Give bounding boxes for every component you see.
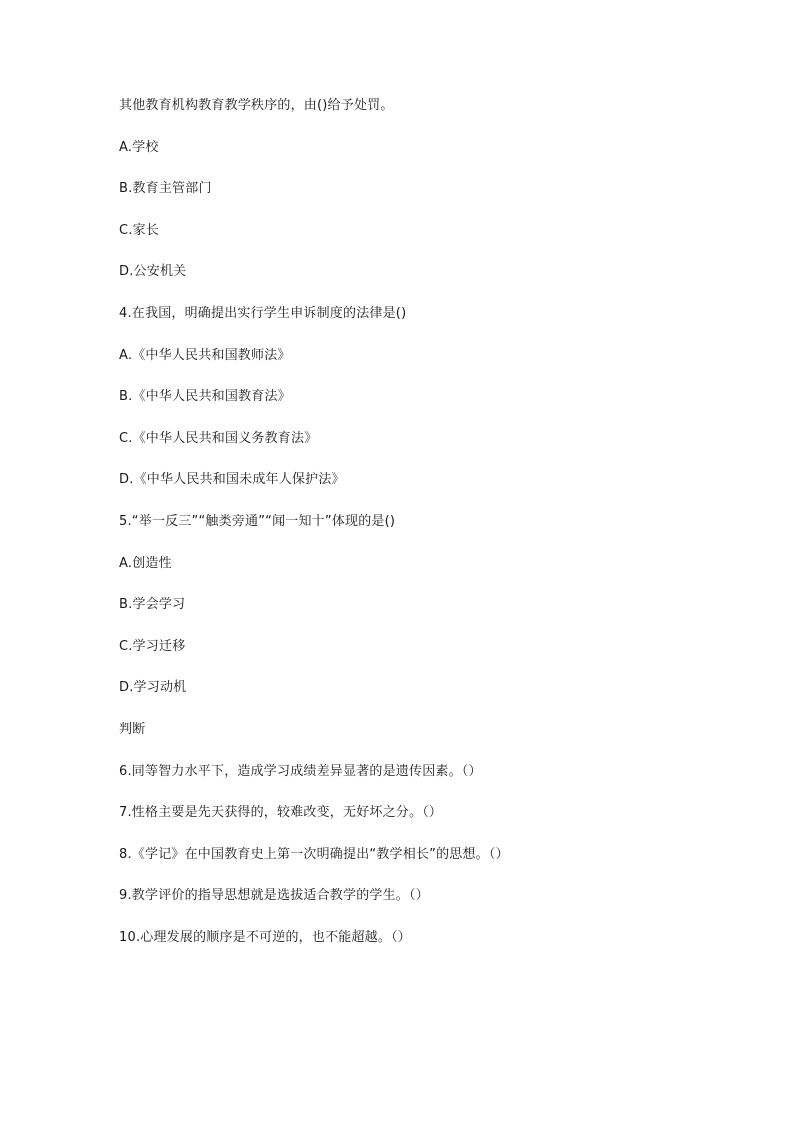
- question-3-option-d: D.公安机关: [119, 264, 187, 280]
- question-5-stem: 5.“举一反三”“触类旁通”“闻一知十”体现的是(): [119, 513, 396, 529]
- question-9: 9.教学评价的指导思想就是选拔适合教学的学生。（）: [119, 888, 429, 904]
- question-5-option-a: A.创造性: [119, 555, 172, 571]
- question-5-option-c: C.学习迁移: [119, 638, 186, 654]
- section-heading-judgment: 判断: [119, 721, 146, 737]
- question-5-option-d: D.学习动机: [119, 680, 187, 696]
- question-4-stem: 4.在我国，明确提出实行学生申诉制度的法律是(): [119, 305, 407, 321]
- question-5-option-b: B.学会学习: [119, 597, 186, 613]
- question-3-stem-continuation: 其他教育机构教育教学秩序的，由()给予处罚。: [119, 98, 394, 113]
- question-4-option-d: D.《中华人民共和国未成年人保护法》: [119, 472, 345, 488]
- question-text-block: [119, 96, 719, 969]
- question-8: 8.《学记》在中国教育史上第一次明确提出“教学相长”的思想。（）: [119, 846, 509, 862]
- question-4-option-a: A.《中华人民共和国教师法》: [119, 347, 291, 363]
- question-3-option-c: C.家长: [119, 222, 160, 238]
- question-3-option-b: B.教育主管部门: [119, 181, 212, 197]
- question-4-option-c: C.《中华人民共和国义务教育法》: [119, 430, 318, 446]
- question-7: 7.性格主要是先天获得的，较难改变，无好坏之分。（）: [119, 805, 443, 821]
- question-4-option-b: B.《中华人民共和国教育法》: [119, 389, 291, 405]
- question-3-option-a: A.学校: [119, 139, 159, 155]
- question-6: 6.同等智力水平下，造成学习成绩差异显著的是遗传因素。（）: [119, 763, 482, 779]
- question-10: 10.心理发展的顺序是不可逆的，也不能超越。（）: [119, 929, 411, 945]
